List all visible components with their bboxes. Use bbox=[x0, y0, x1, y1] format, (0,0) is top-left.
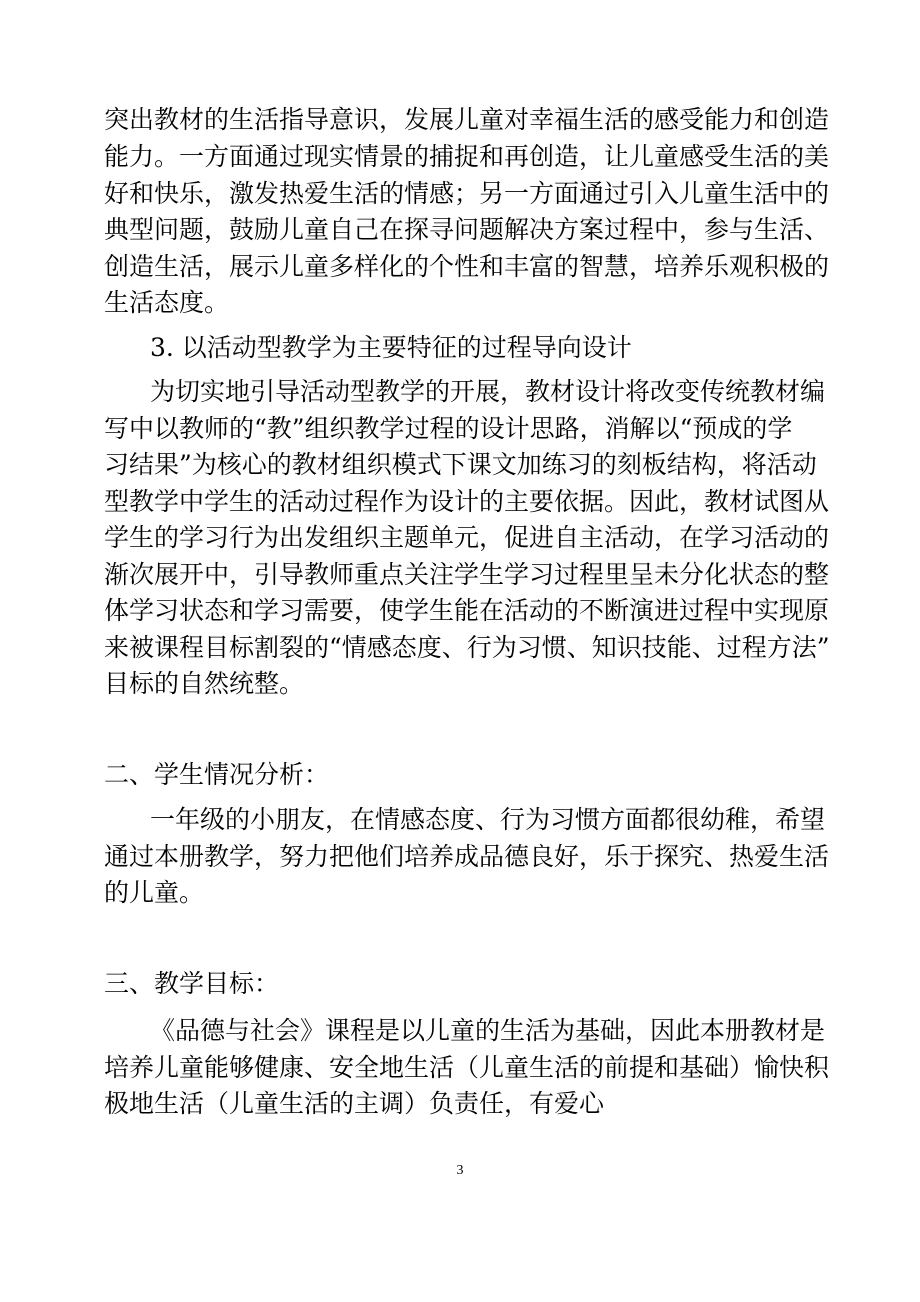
paragraph-line: 来被课程目标割裂的“情感态度、行为习惯、知识技能、过程方法” bbox=[104, 633, 830, 662]
paragraph-line: 创造生活，展示儿童多样化的个性和丰富的智慧，培养乐观积极的 bbox=[104, 252, 830, 281]
paragraph-line: 型教学中学生的活动过程作为设计的主要依据。因此，教材试图从 bbox=[104, 487, 830, 516]
paragraph-line: 通过本册教学，努力把他们培养成品德良好，乐于探究、热爱生活 bbox=[104, 842, 830, 871]
page-number: 3 bbox=[456, 1163, 464, 1178]
section-heading-point-3: 3. 以活动型教学为主要特征的过程导向设计 bbox=[150, 333, 632, 362]
paragraph-line: 学生的学习行为出发组织主题单元，促进自主活动，在学习活动的 bbox=[104, 523, 830, 552]
paragraph-line: 《品德与社会》课程是以儿童的生活为基础，因此本册教材是 bbox=[150, 1016, 826, 1045]
paragraph-line: 为切实地引导活动型教学的开展，教材设计将改变传统教材编 bbox=[150, 377, 826, 406]
paragraph-line: 一年级的小朋友，在情感态度、行为习惯方面都很幼稚，希望 bbox=[150, 805, 826, 834]
section-heading-student-analysis: 二、学生情况分析： bbox=[104, 760, 330, 789]
paragraph-line: 培养儿童能够健康、安全地生活（儿童生活的前提和基础）愉快积 bbox=[104, 1053, 830, 1082]
paragraph-line: 突出教材的生活指导意识，发展儿童对幸福生活的感受能力和创造 bbox=[104, 105, 830, 134]
paragraph-line: 好和快乐，激发热爱生活的情感；另一方面通过引入儿童生活中的 bbox=[104, 179, 830, 208]
paragraph-line: 体学习状态和学习需要，使学生能在活动的不断演进过程中实现原 bbox=[104, 596, 830, 625]
paragraph-line: 写中以教师的“教”组织教学过程的设计思路，消解以“预成的学 bbox=[104, 414, 793, 443]
paragraph-line: 习结果”为核心的教材组织模式下课文加练习的刻板结构，将活动 bbox=[104, 450, 817, 479]
paragraph-line: 能力。一方面通过现实情景的捕捉和再创造，让儿童感受生活的美 bbox=[104, 142, 830, 171]
paragraph-line: 生活态度。 bbox=[104, 288, 230, 317]
section-heading-teaching-goals: 三、教学目标： bbox=[104, 969, 280, 998]
paragraph-line: 渐次展开中，引导教师重点关注学生学习过程里呈未分化状态的整 bbox=[104, 560, 830, 589]
paragraph-line: 目标的自然统整。 bbox=[104, 669, 305, 698]
paragraph-line: 典型问题，鼓励儿童自己在探寻问题解决方案过程中，参与生活、 bbox=[104, 215, 830, 244]
paragraph-line: 极地生活（儿童生活的主调）负责任，有爱心 bbox=[104, 1089, 605, 1118]
paragraph-line: 的儿童。 bbox=[104, 878, 205, 907]
